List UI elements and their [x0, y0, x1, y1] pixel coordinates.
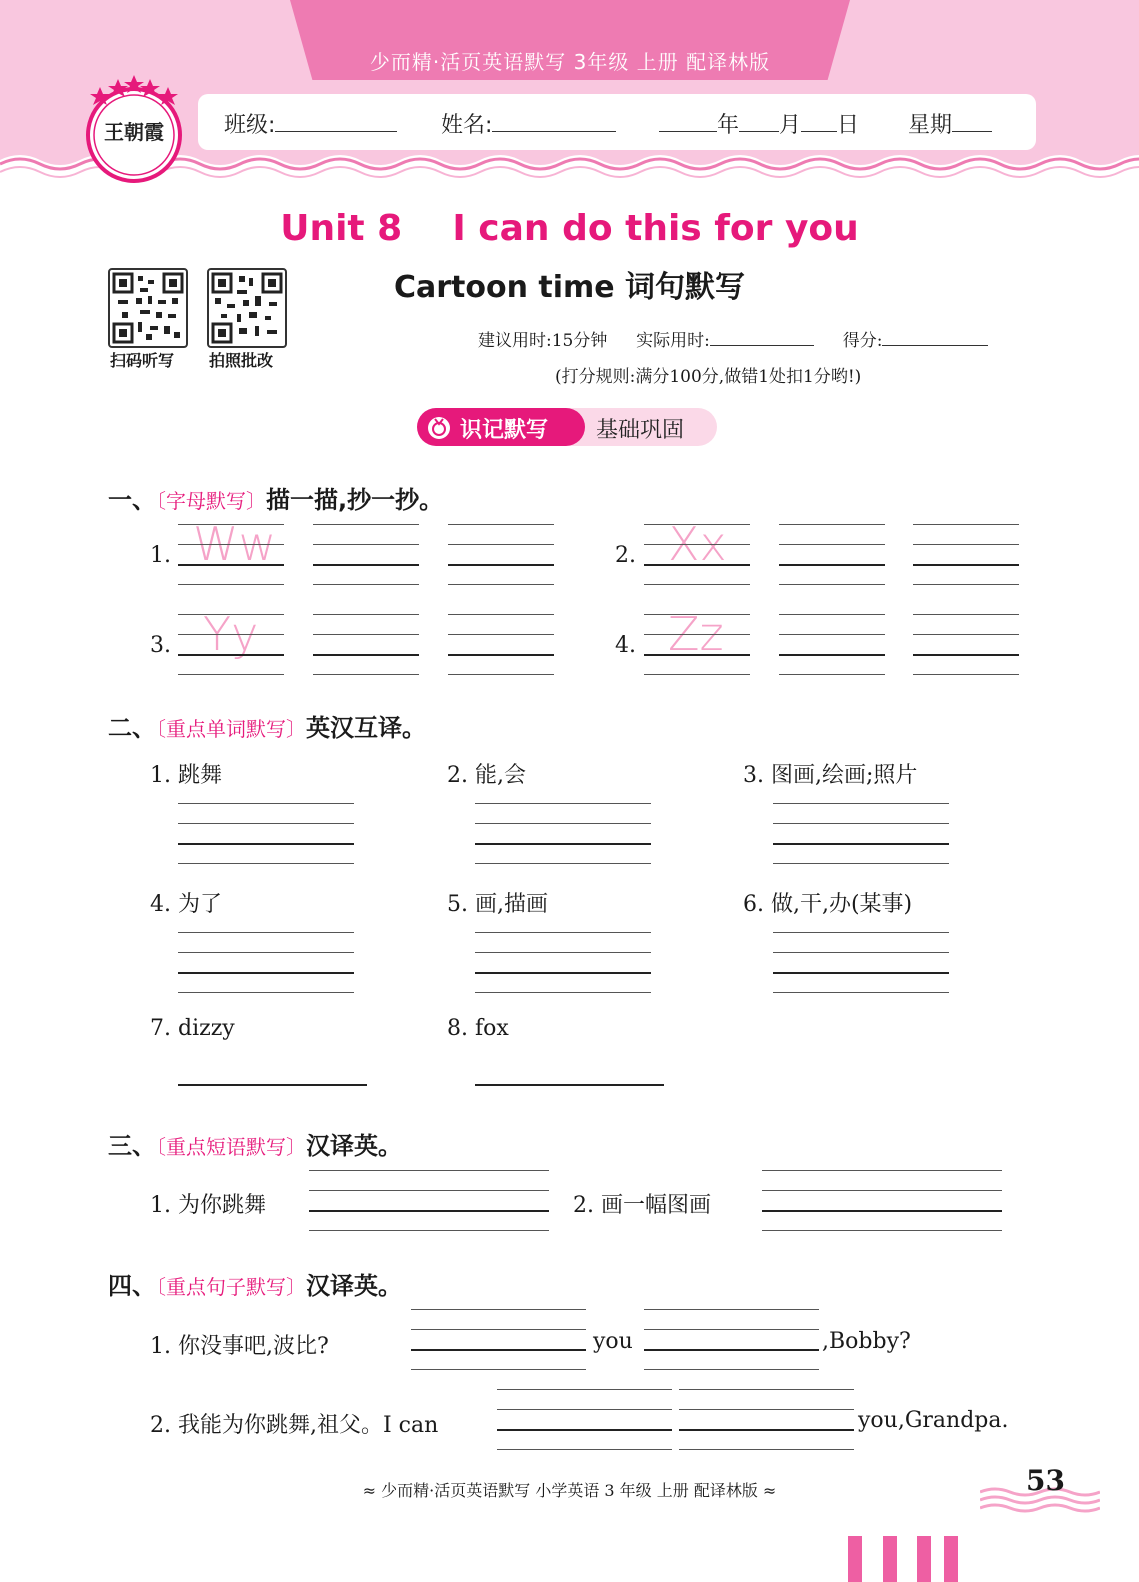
writing-line[interactable]: [475, 972, 651, 974]
sentence-prompt: 1. 你没事吧,波比?: [150, 1334, 329, 1359]
writing-line[interactable]: [178, 614, 284, 615]
writing-line[interactable]: [448, 544, 554, 545]
class-label: 班级:: [224, 113, 276, 138]
writing-line[interactable]: [644, 564, 750, 566]
word-item: 1. 跳舞: [150, 763, 222, 788]
writing-line[interactable]: [762, 1230, 1002, 1231]
writing-line[interactable]: [644, 1369, 819, 1370]
writing-line[interactable]: [448, 674, 554, 675]
word-item: 6. 做,干,办(某事): [743, 892, 913, 917]
writing-line[interactable]: [178, 674, 284, 675]
time-score-row: [478, 326, 988, 351]
writing-line[interactable]: [644, 614, 750, 615]
phrase-item: 2. 画一幅图画: [573, 1193, 711, 1218]
writing-line[interactable]: [644, 1349, 819, 1351]
sentence-end: you,Grandpa.: [858, 1408, 1009, 1433]
writing-line[interactable]: [773, 992, 949, 993]
page-number: 53: [1026, 1464, 1065, 1497]
writing-line[interactable]: [779, 584, 885, 585]
sentence-prompt: 2. 我能为你跳舞,祖父。I can: [150, 1413, 439, 1438]
writing-line[interactable]: [773, 863, 949, 864]
writing-line[interactable]: [679, 1429, 854, 1431]
writing-line[interactable]: [448, 524, 554, 525]
writing-line[interactable]: [913, 544, 1019, 545]
actual-time-label: 实际用时:: [636, 331, 710, 351]
section3-heading: 三、〔重点短语默写〕汉译英。: [108, 1132, 402, 1160]
word-item: 7. dizzy: [150, 1016, 235, 1041]
writing-line[interactable]: [313, 674, 419, 675]
writing-line[interactable]: [309, 1190, 549, 1191]
footer-text: ≈ 少而精·活页英语默写 小学英语 3 年级 上册 配译林版 ≈: [362, 1481, 777, 1500]
writing-line[interactable]: [475, 863, 651, 864]
word-item: 3. 图画,绘画;照片: [743, 763, 918, 788]
publisher-logo: [80, 75, 188, 183]
writing-line[interactable]: [644, 544, 750, 545]
medal-icon: [427, 416, 451, 440]
writing-line[interactable]: [679, 1389, 854, 1390]
word-item: 8. fox: [447, 1016, 509, 1041]
edge-stripe: [848, 1536, 862, 1582]
writing-line[interactable]: [773, 952, 949, 953]
writing-line[interactable]: [497, 1389, 672, 1390]
writing-line[interactable]: [475, 932, 651, 933]
writing-line[interactable]: [411, 1349, 586, 1351]
date-field[interactable]: [659, 108, 859, 139]
writing-line[interactable]: [913, 674, 1019, 675]
writing-line[interactable]: [913, 634, 1019, 635]
student-info-box: [198, 94, 1036, 150]
writing-line[interactable]: [178, 823, 354, 824]
writing-line[interactable]: [779, 544, 885, 545]
writing-line[interactable]: [644, 1329, 819, 1330]
writing-line[interactable]: [475, 803, 651, 804]
name-field[interactable]: [441, 108, 616, 139]
phrase-item: 1. 为你跳舞: [150, 1193, 266, 1218]
month-label: 月: [779, 113, 802, 138]
actual-time-blank[interactable]: [710, 329, 814, 346]
writing-line[interactable]: [309, 1230, 549, 1231]
writing-line[interactable]: [779, 674, 885, 675]
letter-item-num: 4.: [615, 633, 636, 658]
writing-line[interactable]: [178, 992, 354, 993]
writing-line[interactable]: [773, 803, 949, 804]
writing-line[interactable]: [679, 1409, 854, 1410]
sentence-end: ,Bobby?: [822, 1329, 911, 1354]
svg-text:王朝霞: 王朝霞: [104, 120, 164, 144]
writing-line[interactable]: [773, 972, 949, 974]
writing-line[interactable]: [475, 823, 651, 824]
writing-line[interactable]: [411, 1369, 586, 1370]
writing-line[interactable]: [913, 564, 1019, 566]
writing-line[interactable]: [178, 863, 354, 864]
writing-line[interactable]: [178, 952, 354, 953]
writing-line[interactable]: [773, 932, 949, 933]
letter-item-num: 3.: [150, 633, 171, 658]
writing-line[interactable]: [178, 564, 284, 566]
writing-line[interactable]: [313, 524, 419, 525]
writing-line[interactable]: [313, 634, 419, 635]
unit-title: Unit 8 I can do this for you: [280, 208, 859, 249]
writing-line[interactable]: [313, 544, 419, 545]
listen-qr-label: 扫码听写: [110, 351, 175, 370]
trace-letters: Xx: [668, 517, 727, 571]
writing-line[interactable]: [762, 1190, 1002, 1191]
class-field[interactable]: [224, 108, 397, 139]
writing-line[interactable]: [178, 544, 284, 545]
edge-stripe: [883, 1536, 897, 1582]
writing-line[interactable]: [475, 992, 651, 993]
word-item: 2. 能,会: [447, 763, 526, 788]
writing-line[interactable]: [178, 634, 284, 635]
day-label: 日: [837, 113, 860, 138]
weekday-field[interactable]: [908, 108, 992, 139]
section4-heading: 四、〔重点句子默写〕汉译英。: [108, 1272, 402, 1300]
writing-line[interactable]: [779, 524, 885, 525]
writing-line[interactable]: [762, 1210, 1002, 1212]
answer-line[interactable]: [178, 1084, 367, 1086]
writing-line[interactable]: [178, 654, 284, 656]
writing-line[interactable]: [779, 614, 885, 615]
writing-line[interactable]: [679, 1449, 854, 1450]
section2-heading: 二、〔重点单词默写〕英汉互译。: [108, 714, 426, 742]
writing-line[interactable]: [448, 654, 554, 656]
photo-qr-code[interactable]: [207, 268, 287, 348]
name-label: 姓名:: [441, 113, 493, 138]
writing-line[interactable]: [411, 1329, 586, 1330]
page-subtitle: Cartoon time 词句默写: [393, 270, 746, 305]
writing-line[interactable]: [448, 564, 554, 566]
writing-line[interactable]: [178, 803, 354, 804]
edge-stripe: [944, 1536, 958, 1582]
writing-line[interactable]: [411, 1309, 586, 1310]
writing-line[interactable]: [644, 524, 750, 525]
suggested-time: 建议用时:15分钟: [478, 331, 608, 351]
writing-line[interactable]: [475, 843, 651, 845]
badge-left-text: 识记默写: [460, 418, 549, 443]
weekday-label: 星期: [908, 113, 953, 138]
writing-line[interactable]: [773, 823, 949, 824]
writing-line[interactable]: [779, 564, 885, 566]
writing-line[interactable]: [913, 614, 1019, 615]
writing-line[interactable]: [913, 524, 1019, 525]
writing-line[interactable]: [448, 614, 554, 615]
trace-letters: Ww: [193, 517, 277, 571]
writing-line[interactable]: [779, 634, 885, 635]
photo-qr-label: 拍照批改: [209, 351, 274, 370]
writing-line[interactable]: [644, 654, 750, 656]
writing-line[interactable]: [448, 584, 554, 585]
writing-line[interactable]: [644, 634, 750, 635]
writing-line[interactable]: [178, 584, 284, 585]
writing-line[interactable]: [448, 634, 554, 635]
writing-line[interactable]: [497, 1429, 672, 1431]
writing-line[interactable]: [309, 1170, 549, 1171]
writing-line[interactable]: [497, 1409, 672, 1410]
score-blank[interactable]: [882, 329, 988, 346]
trace-letters: Yy: [203, 607, 259, 661]
writing-line[interactable]: [913, 584, 1019, 585]
series-title: 少而精·活页英语默写 3年级 上册 配译林版: [369, 50, 771, 74]
writing-line[interactable]: [313, 584, 419, 585]
writing-line[interactable]: [644, 584, 750, 585]
letter-item-num: 1.: [150, 543, 171, 568]
score-label: 得分:: [842, 331, 883, 351]
scoring-rule: (打分规则:满分100分,做错1处扣1分哟!): [555, 367, 862, 387]
writing-line[interactable]: [773, 843, 949, 845]
letter-item-num: 2.: [615, 543, 636, 568]
writing-line[interactable]: [313, 654, 419, 656]
edge-stripe: [917, 1536, 931, 1582]
answer-line[interactable]: [475, 1084, 664, 1086]
writing-line[interactable]: [313, 564, 419, 566]
writing-line[interactable]: [475, 952, 651, 953]
writing-line[interactable]: [178, 972, 354, 974]
writing-line[interactable]: [313, 614, 419, 615]
writing-line[interactable]: [644, 1309, 819, 1310]
section1-heading: 一、〔字母默写〕描一描,抄一抄。: [108, 486, 444, 514]
writing-line[interactable]: [762, 1170, 1002, 1171]
trace-letters: Zz: [668, 607, 724, 661]
writing-line[interactable]: [644, 674, 750, 675]
writing-line[interactable]: [497, 1449, 672, 1450]
sentence-word: you: [593, 1329, 633, 1354]
writing-line[interactable]: [779, 654, 885, 656]
writing-line[interactable]: [178, 932, 354, 933]
word-item: 5. 画,描画: [447, 892, 548, 917]
writing-line[interactable]: [178, 524, 284, 525]
listen-qr-code[interactable]: [108, 268, 188, 348]
writing-line[interactable]: [178, 843, 354, 845]
year-label: 年: [717, 113, 740, 138]
writing-line[interactable]: [309, 1210, 549, 1212]
badge-right-text: 基础巩固: [596, 418, 685, 443]
writing-line[interactable]: [913, 654, 1019, 656]
word-item: 4. 为了: [150, 892, 222, 917]
